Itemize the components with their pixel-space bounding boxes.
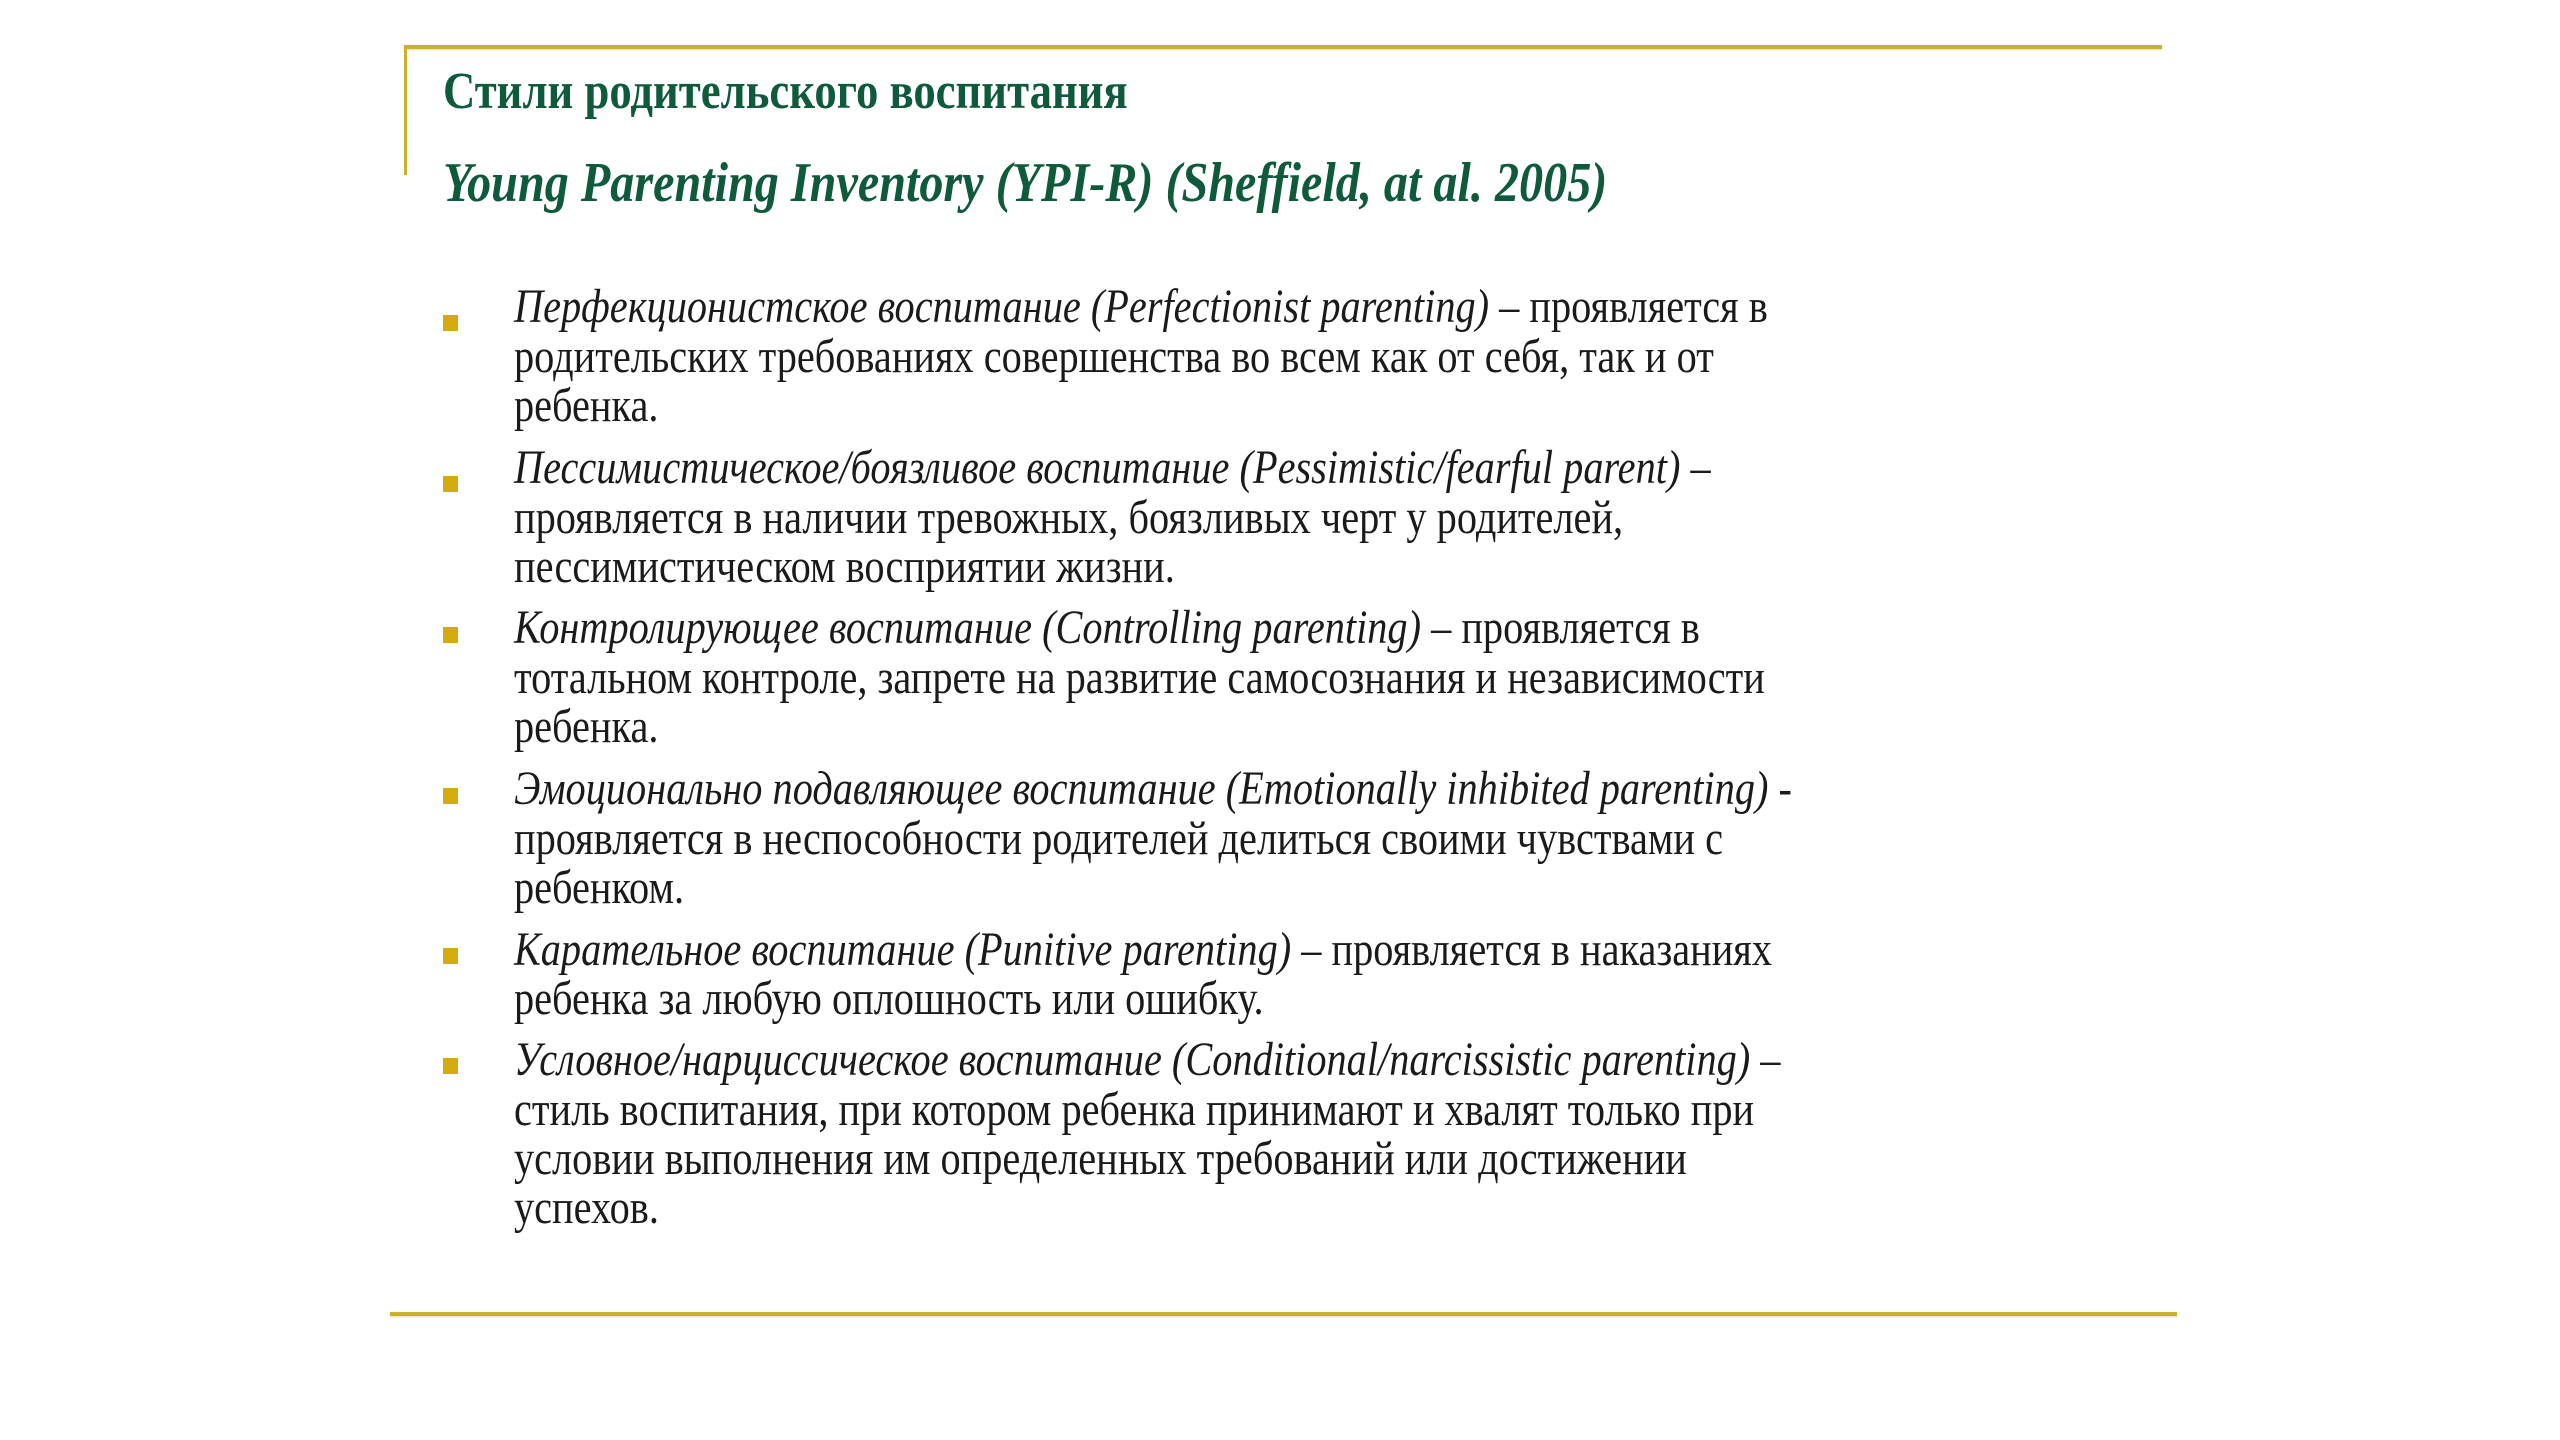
item-text: – проявляется в наказаниях	[1291, 923, 1773, 976]
bottom-rule-divider	[390, 1312, 2177, 1316]
item-text: –	[1680, 441, 1711, 494]
item-line: стиль воспитания, при котором ребенка принимают и хвалят только при	[514, 1083, 1755, 1136]
item-line	[514, 603, 1700, 653]
item-line: ребенка.	[514, 700, 659, 753]
left-rule-divider	[404, 45, 407, 175]
item-text: –	[1750, 1033, 1781, 1086]
item-line	[514, 1035, 1780, 1085]
item-line	[514, 764, 1792, 814]
item-line: ребенком.	[514, 861, 685, 914]
item-line: пессимистическом восприятии жизни.	[514, 540, 1175, 593]
item-term: Контролирующее воспитание (Controlling parenting)	[514, 601, 1422, 654]
square-bullet-icon	[443, 476, 458, 492]
item-line: проявляется в неспособности родителей делиться своими чувствами с	[514, 812, 1723, 865]
item-line: условии выполнения им определенных требований или достижении	[514, 1132, 1687, 1185]
item-term: Карательное воспитание (Punitive parenting)	[514, 923, 1292, 976]
item-term: Условное/нарциссическое воспитание (Conditional/narcissistic parenting)	[514, 1033, 1751, 1086]
item-line: проявляется в наличии тревожных, боязливых черт у родителей,	[514, 491, 1624, 544]
item-text: – проявляется в	[1489, 280, 1768, 333]
item-line	[514, 282, 1768, 332]
slide-subtitle: Young Parenting Inventory (YPI-R) (Sheffield, at al. 2005)	[443, 152, 1608, 214]
item-line: тотальном контроле, запрете на развитие самосознания и независимости	[514, 651, 1765, 704]
top-rule-divider	[404, 45, 2162, 49]
item-text: -	[1768, 762, 1792, 815]
square-bullet-icon	[443, 1058, 458, 1074]
item-term: Перфекционистское воспитание (Perfectionist parenting)	[514, 280, 1490, 333]
item-line: ребенка за любую оплошность или ошибку.	[514, 972, 1264, 1025]
item-line	[514, 925, 1772, 975]
item-line	[514, 443, 1711, 493]
item-term: Эмоционально подавляющее воспитание (Emotionally inhibited parenting)	[514, 762, 1769, 815]
item-term: Пессимистическое/боязливое воспитание (Pessimistic/fearful parent)	[514, 441, 1681, 494]
item-text: – проявляется в	[1421, 601, 1700, 654]
square-bullet-icon	[443, 627, 458, 643]
square-bullet-icon	[443, 948, 458, 964]
square-bullet-icon	[443, 788, 458, 804]
square-bullet-icon	[443, 315, 458, 331]
slide-title: Стили родительского воспитания	[443, 63, 1128, 120]
item-line: ребенка.	[514, 379, 659, 432]
item-line: успехов.	[514, 1181, 659, 1234]
item-line: родительских требованиях совершенства во всем как от себя, так и от	[514, 330, 1714, 383]
